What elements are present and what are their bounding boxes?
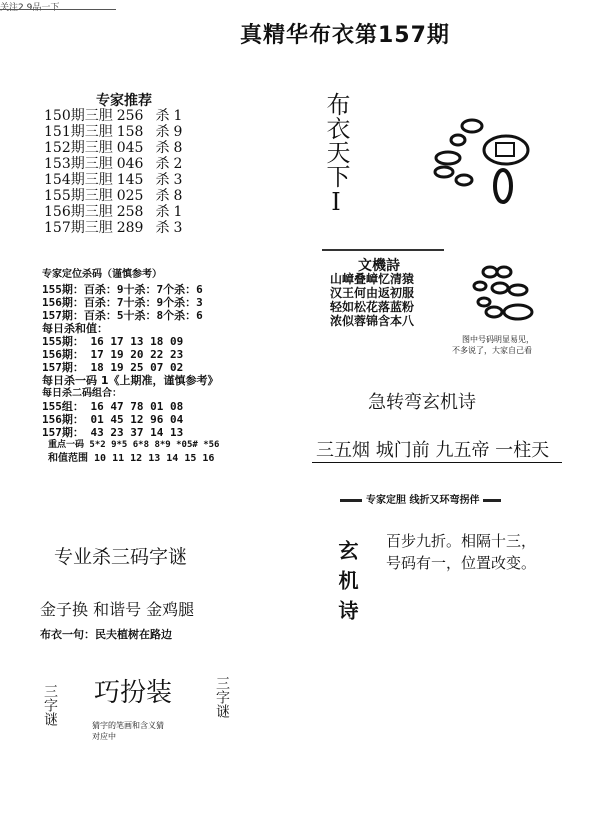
hint-drawing-chain	[466, 262, 546, 328]
jizhuan-sub-text: 专家定胆 线折又环弯拐伴	[366, 495, 480, 506]
expert-kill: 杀	[155, 172, 170, 188]
wenji-line: 浓似蓉锦含本八	[330, 314, 415, 328]
position-heading: 专家定位杀码（谨慎参考）	[42, 269, 162, 280]
expert-period: 157期三胆	[44, 220, 113, 236]
sum-line: 156期： 17 19 20 22 23	[42, 348, 184, 361]
jizhuan-rule	[312, 462, 562, 463]
wenji-poem	[330, 272, 414, 328]
wenji-line: 轻如松花落蓝粉	[330, 300, 415, 314]
hint-note-line: 不多说了，大家自己看	[452, 346, 532, 355]
riddle-big: 巧扮装	[94, 678, 173, 708]
expert-k: 1	[173, 204, 183, 220]
dash-left	[340, 499, 362, 502]
expert-nums: 145	[116, 172, 144, 188]
jizhuan-line: 三五烟 城门前 九五帝 一柱天	[316, 440, 550, 461]
kill-one: 每日杀一码 1《上期准，谨慎参考》	[42, 374, 219, 387]
jizhuan-sub	[336, 491, 505, 506]
expert-period: 150期三胆	[44, 108, 113, 124]
expert-nums: 046	[116, 156, 144, 172]
riddle-note-line: 猜字的笔画和含义猜	[92, 721, 164, 730]
hint-note-line: 图中号码明显易见，	[462, 335, 534, 344]
expert-k: 2	[173, 156, 183, 172]
expert-period: 151期三胆	[44, 124, 113, 140]
expert-row	[44, 220, 186, 236]
expert-kill: 杀	[155, 124, 170, 140]
dash-right	[483, 499, 501, 502]
expert-k: 3	[173, 220, 183, 236]
expert-nums: 258	[116, 204, 144, 220]
expert-k: 8	[173, 140, 183, 156]
hint-drawing-top	[418, 100, 538, 210]
two-heading: 每日杀二码组合：	[42, 388, 122, 399]
riddle-items: 金子换 和谐号 金鸡腿	[40, 600, 195, 619]
expert-row	[44, 124, 186, 140]
expert-nums: 158	[116, 124, 144, 140]
two-line: 156期： 01 45 12 96 04	[42, 413, 184, 426]
expert-table	[44, 108, 186, 236]
two-line: 155组： 16 47 78 01 08	[42, 400, 184, 413]
top-note: 关注2 9品一下	[0, 3, 60, 13]
jizhuan-title: 急转弯玄机诗	[368, 392, 476, 413]
position-block	[42, 268, 282, 465]
expert-row	[44, 172, 186, 188]
xuanji-line: 百步九折。相隔十三，	[386, 532, 537, 550]
expert-period: 153期三胆	[44, 156, 113, 172]
position-line: 156期：百杀：7十杀：9个杀：3	[42, 296, 203, 309]
tail-line: 和值范围 10 11 12 13 14 15 16	[48, 453, 215, 464]
expert-nums: 025	[116, 188, 144, 204]
expert-heading: 专家推荐	[96, 93, 152, 109]
sum-line: 155期： 16 17 13 18 09	[42, 335, 184, 348]
xuanji-line: 号码有一，位置改变。	[386, 554, 537, 572]
expert-k: 1	[173, 108, 183, 124]
expert-nums: 289	[116, 220, 144, 236]
expert-kill: 杀	[155, 188, 170, 204]
hint-note	[452, 334, 534, 356]
expert-nums: 045	[116, 140, 144, 156]
riddle-title: 专业杀三码字谜	[54, 546, 188, 568]
riddle-right-vertical: 三字谜	[214, 676, 230, 718]
expert-row	[44, 108, 186, 124]
sum-heading: 每日杀和值：	[42, 322, 108, 335]
position-line: 155期：百杀：9十杀：7个杀：6	[42, 283, 203, 296]
expert-row	[44, 156, 186, 172]
expert-period: 154期三胆	[44, 172, 113, 188]
page-title: 真精华布衣第157期	[240, 23, 450, 48]
expert-period: 152期三胆	[44, 140, 113, 156]
riddle-buyi-line: 布衣一句：民夫植树在路边	[40, 628, 172, 641]
riddle-left-vertical: 三字谜	[42, 684, 58, 726]
expert-kill: 杀	[155, 204, 170, 220]
wenji-divider	[322, 249, 444, 251]
two-line: 157期： 43 23 37 14 13	[42, 426, 184, 439]
wenji-line: 山嶂叠嶂忆清猿	[330, 272, 415, 286]
riddle-note	[92, 720, 164, 742]
expert-row	[44, 204, 186, 220]
expert-k: 8	[173, 188, 183, 204]
expert-kill: 杀	[155, 140, 170, 156]
expert-row	[44, 188, 186, 204]
expert-kill: 杀	[155, 108, 170, 124]
expert-nums: 256	[116, 108, 144, 124]
expert-kill: 杀	[155, 220, 170, 236]
expert-kill: 杀	[155, 156, 170, 172]
riddle-note-line: 对应中	[92, 732, 116, 741]
xuanji-poem	[386, 530, 536, 574]
expert-period: 156期三胆	[44, 204, 113, 220]
expert-period: 155期三胆	[44, 188, 113, 204]
position-line: 157期：百杀：5十杀：8个杀：6	[42, 309, 203, 322]
top-divider	[0, 9, 116, 10]
sum-line: 157期： 18 19 25 07 02	[42, 361, 184, 374]
xuanji-vertical: 玄机诗	[335, 540, 359, 630]
expert-k: 9	[173, 124, 183, 140]
wenji-line: 汉王何由返初服	[330, 286, 415, 300]
expert-row	[44, 140, 186, 156]
buyi-vertical: 布衣天下Ⅰ	[322, 92, 350, 216]
focus-line: 重点一码 5*2 9*5 6*8 8*9 *05# *56	[48, 440, 220, 450]
wenji-heading: 文機詩	[358, 258, 400, 274]
expert-k: 3	[173, 172, 183, 188]
